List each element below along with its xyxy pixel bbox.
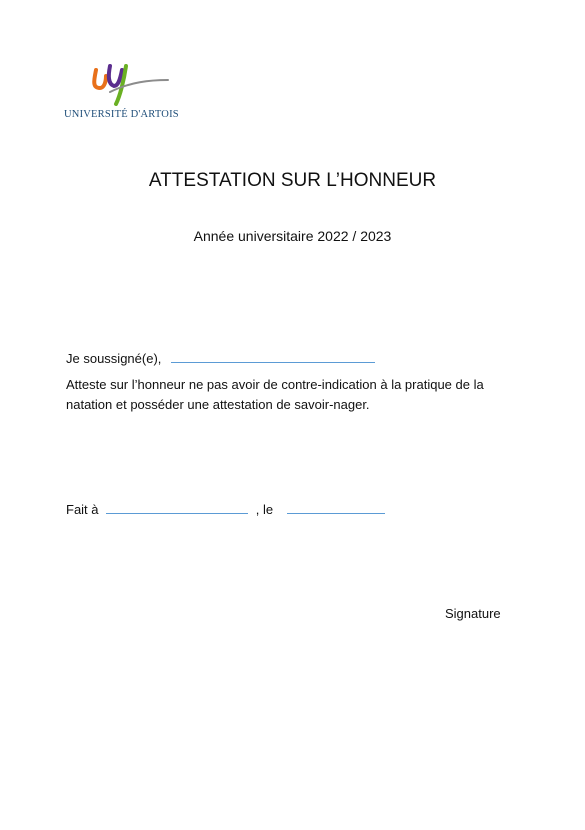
attestation-text: Atteste sur l’honneur ne pas avoir de contre-indication à la pratique de la natation et posséder une attestation de savoir-nager. <box>66 377 484 412</box>
academic-year: Année universitaire 2022 / 2023 <box>193 228 392 244</box>
university-logo-icon <box>90 62 170 106</box>
fait-row <box>66 501 385 517</box>
soussigne-label: Je soussigné(e), <box>66 351 162 366</box>
document-title: ATTESTATION SUR L’HONNEUR <box>148 170 437 191</box>
soussigne-row <box>66 350 375 366</box>
university-logo <box>62 62 182 124</box>
name-field[interactable] <box>171 350 375 363</box>
place-field[interactable] <box>106 501 248 514</box>
university-name: UNIVERSITÉ D'ARTOIS <box>64 109 179 120</box>
le-label: , le <box>255 502 274 517</box>
date-field[interactable] <box>287 501 385 514</box>
fait-label: Fait à <box>66 502 99 517</box>
signature-label: Signature <box>445 606 501 621</box>
